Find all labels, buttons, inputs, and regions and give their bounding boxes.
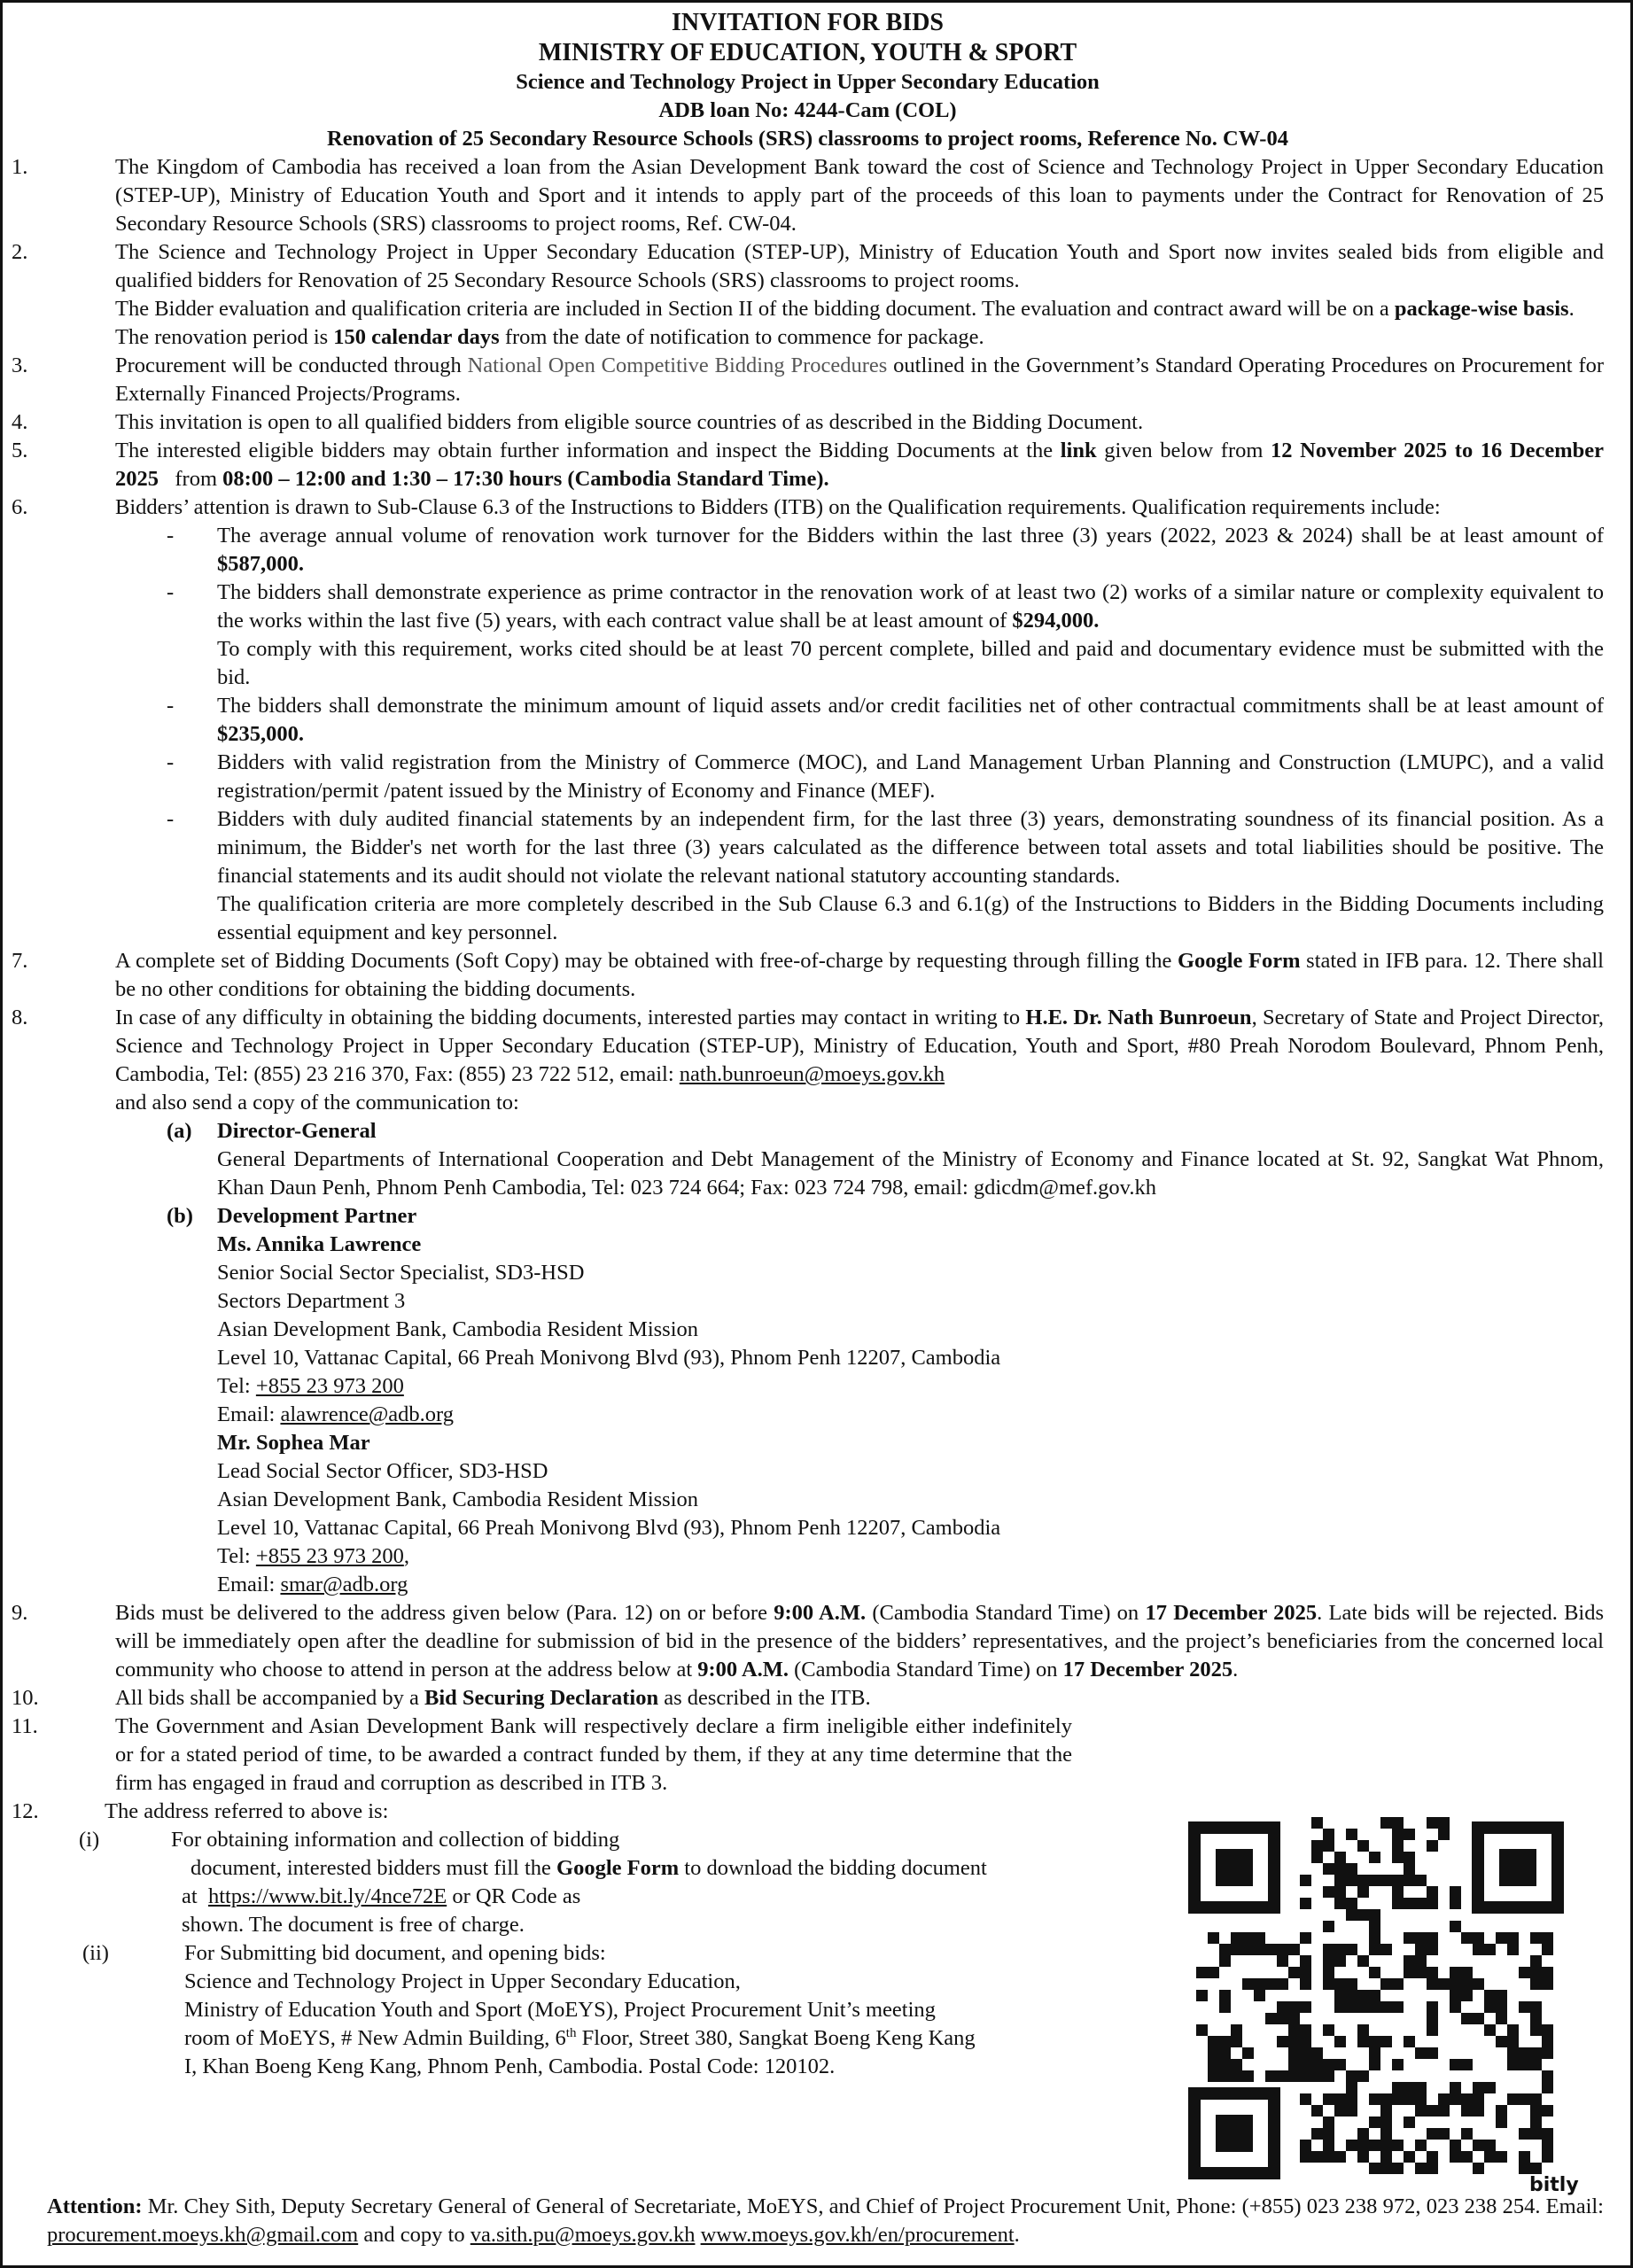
phone-link[interactable]: +855 23 973 200 <box>255 1374 404 1398</box>
loan-number: ADB loan No: 4244-Cam (COL) <box>658 98 957 122</box>
para-text: The Kingdom of Cambodia has received a loan from the Asian Development Bank toward the cost of Science and Technology Project in Upper Secondary Education (STEP-UP), Ministry of Education Youth and Sport and it intends to apply part of the proceeds of this loan to payments under the Contract for Renovation of 25 Secondary Resource Schools (SRS) classrooms to project rooms, Ref. CW-04. <box>115 155 1604 236</box>
para-2 <box>12 238 1604 352</box>
para-number: 3. <box>12 353 28 377</box>
contact-development-partner: (b) Development Partner Ms. Annika Lawrence Senior Social Sector Specialist, SD3-HSD Sectors Department 3 Asian Development Bank, Cambodia Resident Mission Level 10, Vattanac Capital, 66 Preah Monivong Blvd (93), Phnom Penh 12207, Cambodia Tel: +855 23 973 200 Email: alawrence@adb.org Mr. Sophea Mar Lead Social Sector Officer, SD3-HSD Asian Development Bank, Cambodia Resident Mission Level 10, Vattanac Capital, 66 Preah Monivong Blvd (93), Phnom Penh 12207, Cambodia Tel: +855 23 973 200, Email: smar@adb.org <box>12 1202 1604 1599</box>
para-text: This invitation is open to all qualified bidders from eligible source countries of as described in the Bidding Document. <box>115 410 1144 434</box>
evaluation-text: The Bidder evaluation and qualification criteria are included in Section II of the bidding document. The evaluation and contract award will be on a package-wise basis. <box>115 297 1575 321</box>
para-1 <box>12 153 1604 238</box>
para-number: 8. <box>12 1006 28 1029</box>
para-10: 10. All bids shall be accompanied by a Bid Securing Declaration as described in the ITB. <box>12 1684 1604 1713</box>
qualification-item: - Bidders with valid registration from the Ministry of Commerce (MOC), and Land Management Urban Planning and Construction (LMUPC), and a valid registration/permit /patent issued by the Ministry of Economy and Finance (MEF). <box>167 750 1604 803</box>
address-item-ii: (ii) For Submitting bid document, and opening bids: Science and Technology Project in Upper Secondary Education, Ministry of Education Youth and Sport (MoEYS), Project Procurement Unit’s meeting room of MoEYS, # New Admin Building, 6th Floor, Street 380, Sangkat Boeng Keng Kang I, Khan Boeng Keng Kang, Phnom Penh, Cambodia. Postal Code: 120102. <box>82 1941 976 2078</box>
email-link[interactable]: smar@adb.org <box>280 1573 408 1596</box>
para-number: 11. <box>12 1714 38 1738</box>
para-number: 9. <box>12 1601 28 1625</box>
para-number: 6. <box>12 495 28 519</box>
copy-email-link[interactable]: va.sith.pu@moeys.gov.kh <box>470 2223 696 2247</box>
doc-title: INVITATION FOR BIDS <box>671 9 944 36</box>
subject-line: Renovation of 25 Secondary Resource Schools (SRS) classrooms to project rooms, Reference No. CW-04 <box>327 127 1288 151</box>
para-7: 7. A complete set of Bidding Documents (Soft Copy) may be obtained with free-of-charge by requesting through filling the Google Form stated in IFB para. 12. There shall be no other conditions for obtaining the bidding documents. <box>12 949 1604 1001</box>
para-number: 7. <box>12 949 28 973</box>
deadline-date: 17 December 2025 <box>1145 1601 1318 1625</box>
para-number: 12. <box>12 1799 39 1823</box>
qualification-item: - The average annual volume of renovation work turnover for the Bidders within the last three (3) years (2022, 2023 & 2024) shall be at least amount of $587,000. <box>167 524 1604 576</box>
para-9: 9. Bids must be delivered to the address given below (Para. 12) on or before 9:00 A.M. (Cambodia Standard Time) on 17 December 2025. Late bids will be rejected. Bids will be immediately open after the deadline for submission of bid in the presence of the bidders’ representatives, and the project’s beneficiaries from the concerned local community who choose to attend in person at the address below at 9:00 A.M. (Cambodia Standard Time) on 17 December 2025. <box>12 1601 1605 1682</box>
contact-person: H.E. Dr. Nath Bunroeun <box>1025 1006 1252 1029</box>
project-name: Science and Technology Project in Upper Secondary Education <box>516 70 1100 94</box>
para-8: 8. In case of any difficulty in obtaining the bidding documents, interested parties may contact in writing to H.E. Dr. Nath Bunroeun, Secretary of State and Project Director, Science and Technology Project in Upper Secondary Education (STEP-UP), Ministry of Education, Youth and Sport, #80 Preah Norodom Boulevard, Phnom Penh, Cambodia, Tel: (855) 23 216 370, Fax: (855) 23 722 512, email: nath.bunroeun@moeys.gov.kh and also send a copy of the communication to: <box>12 1006 1604 1115</box>
inspection-hours: 08:00 – 12:00 and 1:30 – 17:30 hours (Cambodia Standard Time). <box>222 467 829 491</box>
para-text: The Government and Asian Development Bank will respectively declare a firm ineligible either indefinitely or for a stated period of time, to be awarded a contract funded by them, if they at any time determine that the firm has engaged in fraud and corruption as described in ITB 3. <box>115 1714 1072 1795</box>
procurement-website-link[interactable]: www.moeys.gov.kh/en/procurement <box>700 2223 1015 2247</box>
email-link[interactable]: alawrence@adb.org <box>280 1402 455 1426</box>
para-6 <box>12 493 1604 522</box>
procedure-name: National Open Competitive Bidding Procedures <box>467 353 888 377</box>
qualification-item: - The bidders shall demonstrate the minimum amount of liquid assets and/or credit facilities net of other contractual commitments shall be at least amount of $235,000. <box>167 694 1604 746</box>
para-text: The Science and Technology Project in Upper Secondary Education (STEP-UP), Ministry of Education Youth and Sport now invites sealed bids from eligible and qualified bidders for Renovation of 25 Secondary Resource Schools (SRS) classrooms to project rooms. <box>115 240 1604 292</box>
qualification-item: - Bidders with duly audited financial statements by an independent firm, for the last three (3) years, demonstrating soundness of its financial position. As a minimum, the Bidder's net worth for the last three (3) years calculated as the difference between total assets and total liabilities should be positive. The financial statements and its audit should not violate the relevant national statutory accounting standards. <box>167 807 1604 888</box>
qualification-note: The qualification criteria are more completely described in the Sub Clause 6.3 and 6.1(g) of the Instructions to Bidders in the Bidding Documents including essential equipment and key personnel. <box>217 892 1604 944</box>
para-11 <box>12 1713 1604 1798</box>
para-5: 5. The interested eligible bidders may obtain further information and inspect the Bidding Documents at the link given below from 12 November 2025 to 16 December 2025 from 08:00 – 12:00 and 1:30 – 17:30 hours (Cambodia Standard Time). <box>12 439 1605 491</box>
para-number: 1. <box>12 155 28 179</box>
para-number: 5. <box>12 439 28 462</box>
procurement-email-link[interactable]: procurement.moeys.kh@gmail.com <box>47 2223 359 2247</box>
para-number: 10. <box>12 1686 39 1710</box>
para-text: Bidders’ attention is drawn to Sub-Clause 6.3 of the Instructions to Bidders (ITB) on the Qualification requirements. Qualification requirements include: <box>115 495 1441 519</box>
para-number: 2. <box>12 240 28 264</box>
para-4 <box>12 408 1604 437</box>
address-item-i: (i) For obtaining information and collection of bidding document, interested bidders must fill the Google Form to download the bidding document at https://www.bit.ly/4nce72E or QR Code as shown. The document is free of charge. <box>79 1828 987 1937</box>
para-text: The address referred to above is: <box>105 1799 389 1823</box>
renovation-period: The renovation period is 150 calendar days from the date of notification to commence for package. <box>115 325 984 349</box>
contact-email-link[interactable]: nath.bunroeun@moeys.gov.kh <box>679 1062 945 1086</box>
attention-note: Attention: Mr. Chey Sith, Deputy Secretary General of General of Secretariate, MoEYS, and Chief of Project Procurement Unit, Phone: (+855) 023 238 972, 023 238 254. Email: procurement.moeys.kh@gmail.com and copy to va.sith.pu@moeys.gov.kh www.moeys.gov.kh/en/procurement. <box>47 2194 1604 2247</box>
para-3: 3. Procurement will be conducted through National Open Competitive Bidding Procedures outlined in the Government’s Standard Operating Procedures on Procurement for Externally Financed Projects/Programs. <box>12 353 1605 406</box>
contact-name: Mr. Sophea Mar <box>217 1431 370 1455</box>
phone-link[interactable]: +855 23 973 200 <box>255 1544 404 1568</box>
qualification-item: - The bidders shall demonstrate experience as prime contractor in the renovation work of at least two (2) works of a similar nature or complexity equivalent to the works within the last five (5) years, with each contract value shall be at least amount of $294,000. <box>167 580 1604 633</box>
ministry-name: MINISTRY OF EDUCATION, YOUTH & SPORT <box>538 39 1077 66</box>
qr-code[interactable] <box>1177 1810 1593 2200</box>
para-number: 4. <box>12 410 28 434</box>
qualification-note: To comply with this requirement, works cited should be at least 70 percent complete, billed and paid and documentary evidence must be submitted with the bid. <box>217 637 1604 689</box>
contact-name: Ms. Annika Lawrence <box>217 1232 422 1256</box>
inspection-dates: 12 November 2025 to 16 December 2025 <box>115 439 1605 491</box>
bitly-logo: bitly <box>1529 2174 1579 2196</box>
contact-director-general: (a) Director-General General Departments of International Cooperation and Debt Management of the Ministry of Economy and Finance located at St. 92, Sangkat Wat Phnom, Khan Daun Penh, Phnom Penh Cambodia, Tel: 023 724 664; Fax: 023 724 798, email: gdicdm@mef.gov.kh <box>167 1119 1604 1200</box>
bitly-link[interactable]: https://www.bit.ly/4nce72E <box>207 1884 447 1908</box>
